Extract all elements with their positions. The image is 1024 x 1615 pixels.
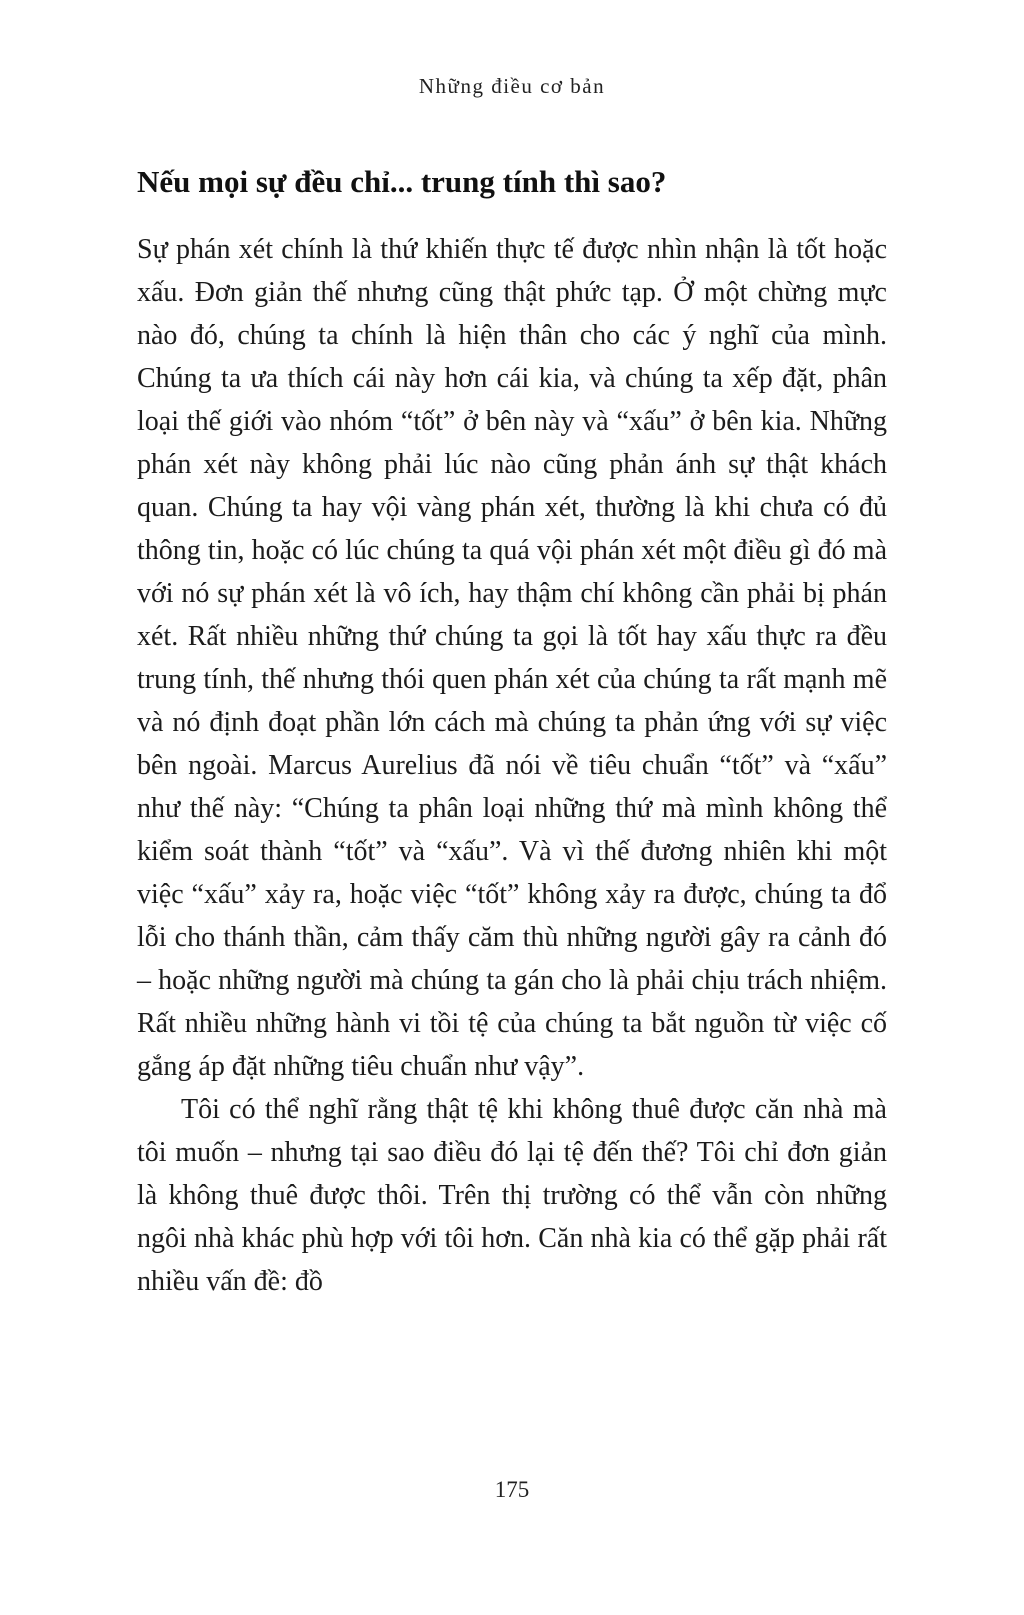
body-paragraph: Tôi có thể nghĩ rằng thật tệ khi không thuê được căn nhà mà tôi muốn – nhưng tại sao điều đó lại tệ đến thế? Tôi chỉ đơn giản là không thuê được thôi. Trên thị trường có thể vẫn còn những ngôi nhà khác phù hợp với tôi hơn. Căn nhà kia có thể gặp phải rất nhiều vấn đề: đồ — [137, 1093, 887, 1297]
body-paragraph: Sự phán xét chính là thứ khiến thực tế được nhìn nhận là tốt hoặc xấu. Đơn giản thế nhưng cũng thật phức tạp. Ở một chừng mực nào đó, chúng ta chính là hiện thân cho các ý nghĩ của mình. Chúng ta ưa thích cái này hơn cái kia, và chúng ta xếp đặt, phân loại thế giới vào nhóm “tốt” ở bên này và “xấu” ở bên kia. Những phán xét này không phải lúc nào cũng phản ánh sự thật khách quan. Chúng ta hay vội vàng phán xét, thường là khi chưa có đủ thông tin, hoặc có lúc chúng ta quá vội phán xét một điều gì đó mà với nó sự phán xét là vô ích, hay thậm chí không cần phải bị phán xét. Rất nhiều những thứ chúng ta gọi là tốt hay xấu thực ra đều trung tính, thế nhưng thói quen phán xét của chúng ta rất mạnh mẽ và nó định đoạt phần lớn cách mà chúng ta phản ứng với sự việc bên ngoài. Marcus Aurelius đã nói về tiêu chuẩn “tốt” và “xấu” như thế này: “Chúng ta phân loại những thứ mà mình không thể kiểm soát thành “tốt” và “xấu”. Và vì thế đương nhiên khi một việc “xấu” xảy ra, hoặc việc “tốt” không xảy ra được, chúng ta đổ lỗi cho thánh thần, cảm thấy căm thù những người gây ra cảnh đó – hoặc những người mà chúng ta gán cho là phải chịu trách nhiệm. Rất nhiều những hành vi tồi tệ của chúng ta bắt nguồn từ việc cố gắng áp đặt những tiêu chuẩn như vậy”. — [137, 233, 887, 1082]
page-content — [137, 163, 887, 1303]
section-heading: Nếu mọi sự đều chỉ... trung tính thì sao? — [137, 164, 667, 199]
running-header: Những điều cơ bản — [418, 74, 606, 98]
page-number: 175 — [494, 1477, 530, 1502]
